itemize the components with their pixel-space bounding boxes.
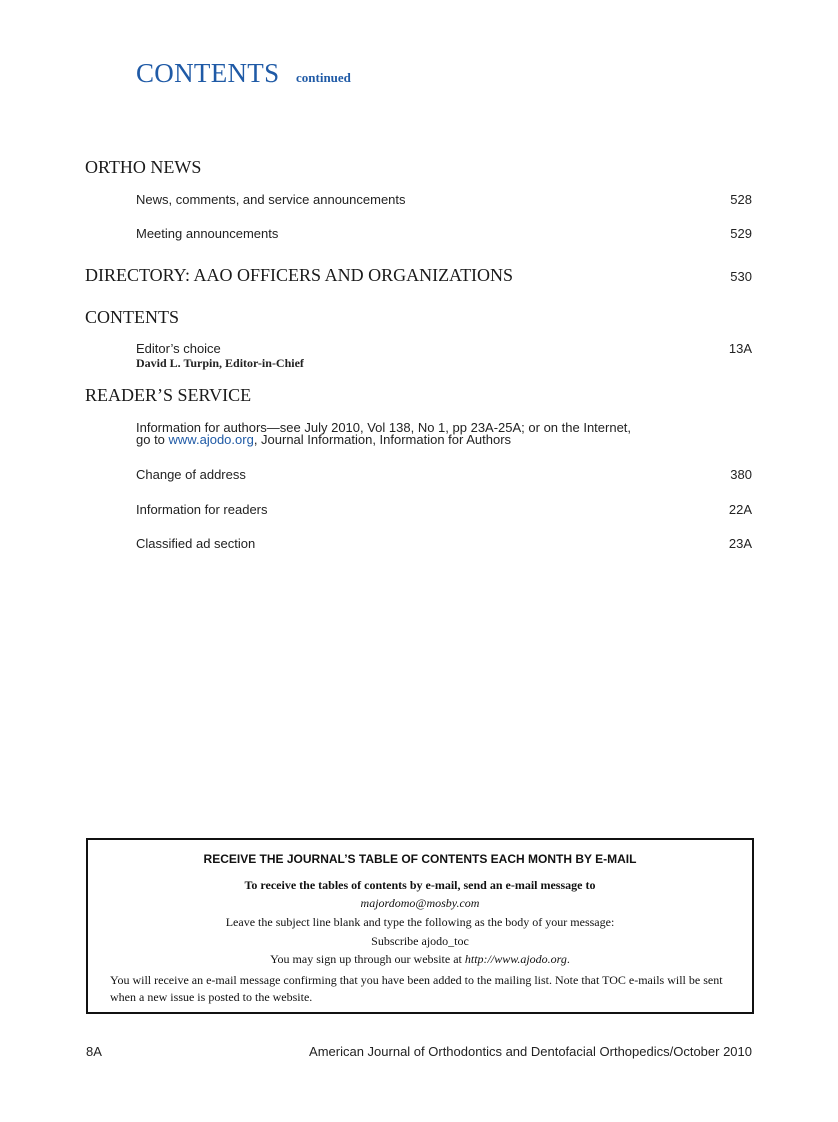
entry-page-number: 13A [728,341,752,356]
entry-page-number: 23A [728,536,752,551]
email-box-subject-note: Leave the subject line blank and type the following as the body of your message: [225,915,615,929]
entry-page-number: 528 [730,192,752,207]
authors-info-suffix: , Journal Information, Information for Authors [253,432,512,447]
authors-info-line: Information for authors—see July 2010, Vol 138, No 1, pp 23A-25A; or on the Internet, [136,420,632,435]
email-address[interactable]: majordomo@mosby.com [360,896,480,910]
entry-title: Classified ad section [136,536,256,551]
subscribe-command: Subscribe ajodo_toc [371,934,469,948]
entry-page-number: 530 [730,269,752,284]
website-prefix: You may sign up through our website at [270,952,465,966]
entry-author: David L. Turpin, Editor-in-Chief [136,356,304,370]
website-suffix: . [566,952,570,966]
email-box-website-line [88,952,752,967]
section-heading-ortho-news: ORTHO NEWS [85,157,202,177]
page-title: CONTENTS [136,58,280,88]
entry-page-number: 380 [730,467,752,482]
entry-title: Editor’s choice [136,341,221,356]
entry-page-number: 529 [730,226,752,241]
entry-title: Change of address [136,467,246,482]
entry-title: Information for readers [136,502,268,517]
authors-info-line-2 [136,432,511,447]
section-heading-contents: CONTENTS [85,307,179,327]
footer-journal: American Journal of Orthodontics and Dentofacial Orthopedics/October 2010 [309,1044,752,1059]
email-toc-box [86,838,754,1014]
entry-title: News, comments, and service announcements [136,192,406,207]
section-heading-readers-service: READER’S SERVICE [85,385,252,405]
entry-title: Meeting announcements [136,226,279,241]
section-heading-directory: DIRECTORY: AAO OFFICERS AND ORGANIZATIONS [85,265,514,285]
email-box-instruction: To receive the tables of contents by e-mail, send an e-mail message to [244,878,596,892]
email-box-confirmation: You will receive an e-mail message confirming that you have been added to the mailing list. Note that TOC e-mails will be sent when a new issue is posted to the website. [110,973,723,1004]
email-box-heading: RECEIVE THE JOURNAL’S TABLE OF CONTENTS EACH MONTH BY E-MAIL [203,852,637,866]
authors-info-prefix: go to [136,432,169,447]
footer-page-number: 8A [86,1044,102,1059]
website-link[interactable]: http://www.ajodo.org [464,952,567,966]
ajodo-link[interactable]: www.ajodo.org [168,432,254,447]
entry-page-number: 22A [728,502,752,517]
page-subtitle: continued [296,70,351,85]
